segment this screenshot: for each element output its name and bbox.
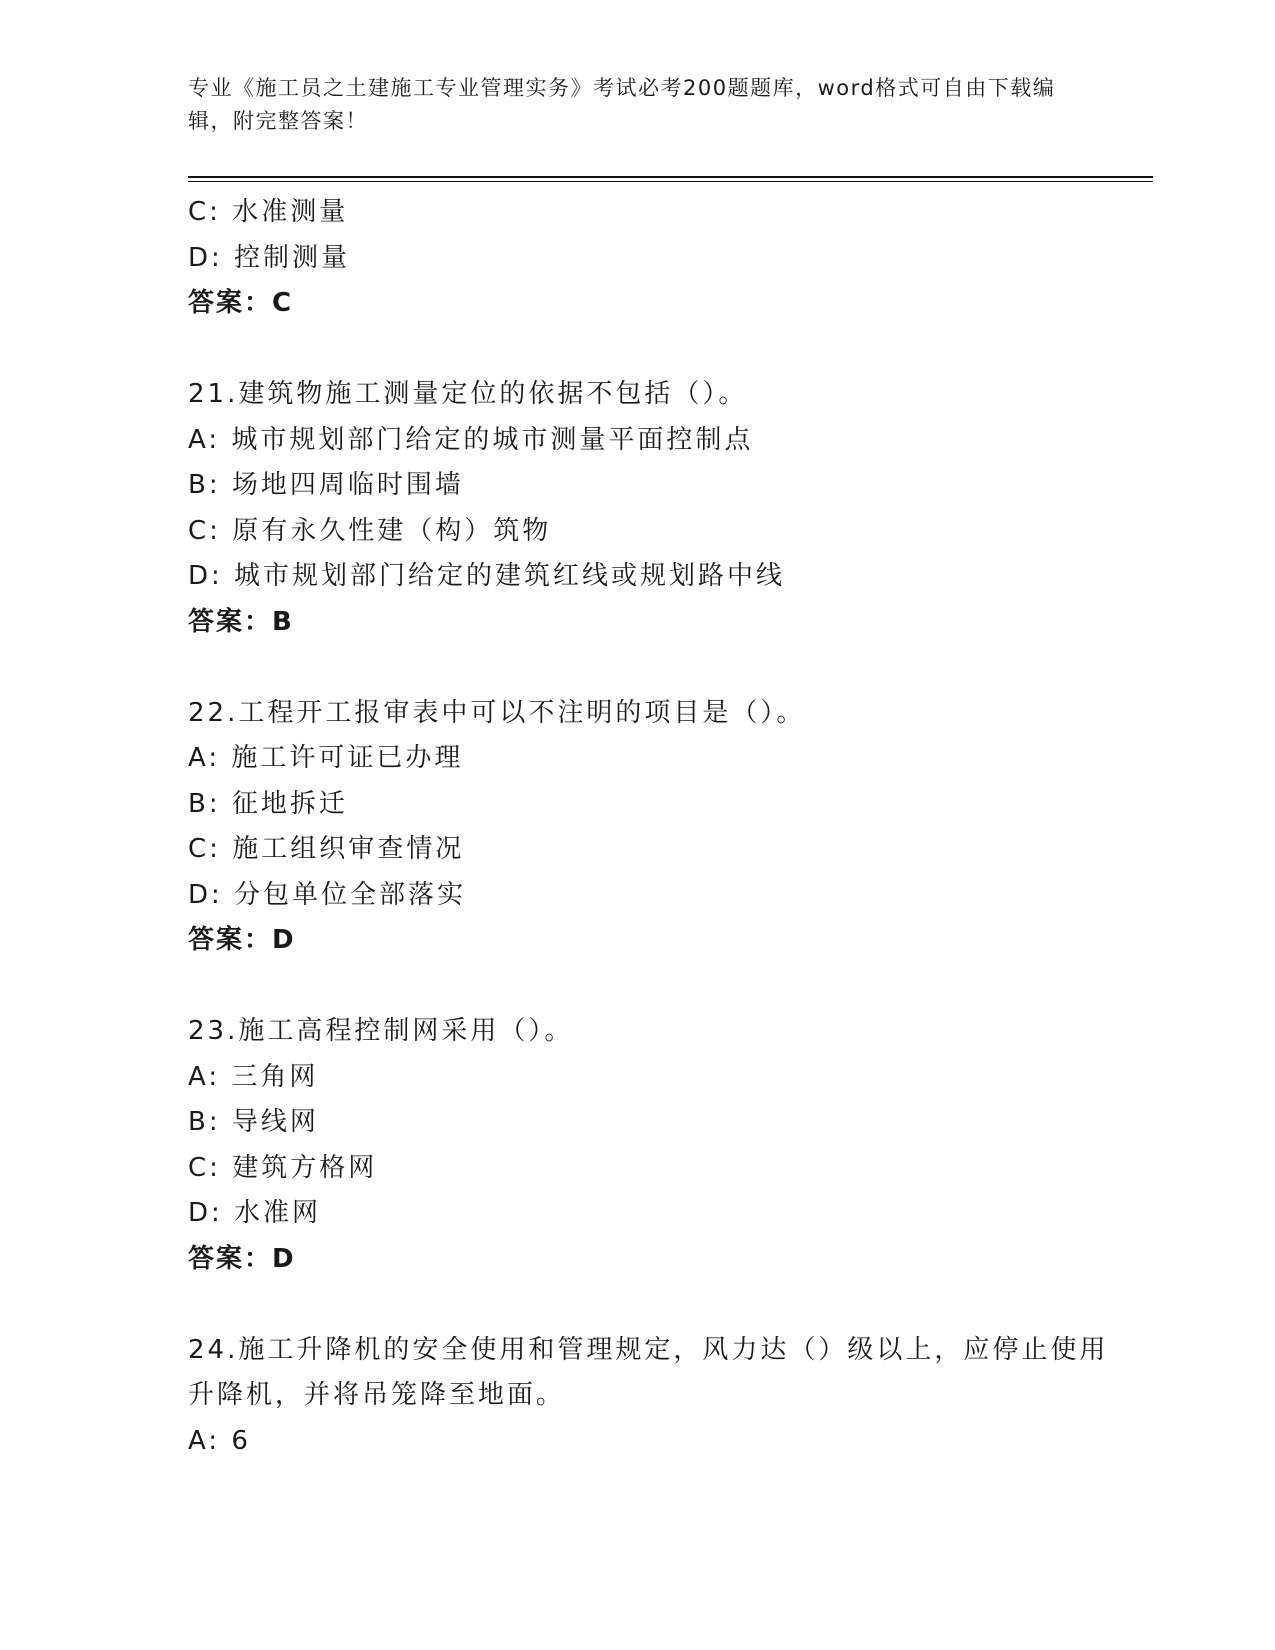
option-label: A: (188, 743, 221, 773)
answer-line: 答案：B (188, 606, 294, 637)
answer-line: 答案：D (188, 1243, 296, 1274)
option-line (188, 782, 1118, 828)
question-list (188, 190, 1118, 1464)
option-label: D: (188, 561, 223, 591)
option-line (188, 236, 1118, 282)
spacer (188, 964, 1118, 1010)
option-label: B: (188, 1107, 221, 1137)
option-label: D: (188, 242, 223, 273)
option-label: B: (188, 470, 221, 500)
question-stem (188, 691, 1118, 737)
spacer (188, 645, 1118, 691)
option-label: B: (188, 788, 221, 819)
option-label: C: (188, 834, 221, 864)
question-number: 22. (188, 697, 239, 728)
document-header: 专业《施工员之土建施工专业管理实务》考试必考200题题库，word格式可自由下载编辑，附完整答案！ (188, 76, 1056, 133)
option-line (188, 190, 1118, 236)
header-divider-thin (188, 181, 1153, 182)
option-line (188, 554, 1118, 600)
question-number: 21. (188, 379, 239, 409)
option-line (188, 1146, 1118, 1192)
option-text: 三角网 (231, 1061, 319, 1092)
option-label: C: (188, 515, 221, 546)
option-label: A: (188, 1061, 221, 1092)
option-line (188, 418, 1118, 464)
question-number: 24. (188, 1334, 239, 1365)
option-label: A: (188, 424, 221, 455)
option-text: 分包单位全部落实 (234, 879, 467, 910)
question-text: 建筑物施工测量定位的依据不包括（）。 (238, 379, 748, 409)
option-label: C: (188, 1152, 221, 1183)
option-text: 导线网 (231, 1107, 319, 1137)
option-text: 城市规划部门给定的城市测量平面控制点 (231, 424, 754, 455)
option-text: 原有永久性建（构）筑物 (232, 515, 552, 546)
option-line (188, 1191, 1118, 1237)
question-text: 施工升降机的安全使用和管理规定，风力达（）级以上，应停止使用升降机，并将吊笼降至地面。 (188, 1334, 1109, 1410)
question-text: 工程开工报审表中可以不注明的项目是（）。 (238, 697, 806, 728)
option-line (188, 1419, 1118, 1465)
answer-line: 答案：D (188, 925, 296, 955)
option-line (188, 463, 1118, 509)
option-text: 6 (231, 1425, 251, 1456)
option-line (188, 827, 1118, 873)
answer-line: 答案：C (188, 288, 294, 318)
question-stem (188, 1009, 1118, 1055)
option-text: 施工组织审查情况 (232, 834, 465, 864)
spacer (188, 327, 1118, 373)
question-text: 施工高程控制网采用（）。 (238, 1016, 574, 1046)
option-label: C: (188, 197, 221, 227)
option-text: 控制测量 (234, 242, 351, 273)
option-line (188, 1055, 1118, 1101)
option-label: D: (188, 879, 223, 910)
option-line (188, 873, 1118, 919)
option-line (188, 1100, 1118, 1146)
question-number: 23. (188, 1016, 239, 1046)
option-line (188, 509, 1118, 555)
option-text: 水准网 (234, 1198, 322, 1228)
question-stem (188, 372, 1118, 418)
question-stem (188, 1328, 1118, 1419)
option-text: 施工许可证已办理 (231, 743, 464, 773)
option-text: 城市规划部门给定的建筑红线或规划路中线 (234, 561, 786, 591)
option-text: 建筑方格网 (232, 1152, 378, 1183)
option-text: 场地四周临时围墙 (231, 470, 464, 500)
header-divider-thick (188, 176, 1153, 178)
option-label: A: (188, 1425, 221, 1456)
option-text: 征地拆迁 (231, 788, 348, 819)
option-label: D: (188, 1198, 223, 1228)
spacer (188, 1282, 1118, 1328)
option-text: 水准测量 (232, 197, 349, 227)
option-line (188, 736, 1118, 782)
